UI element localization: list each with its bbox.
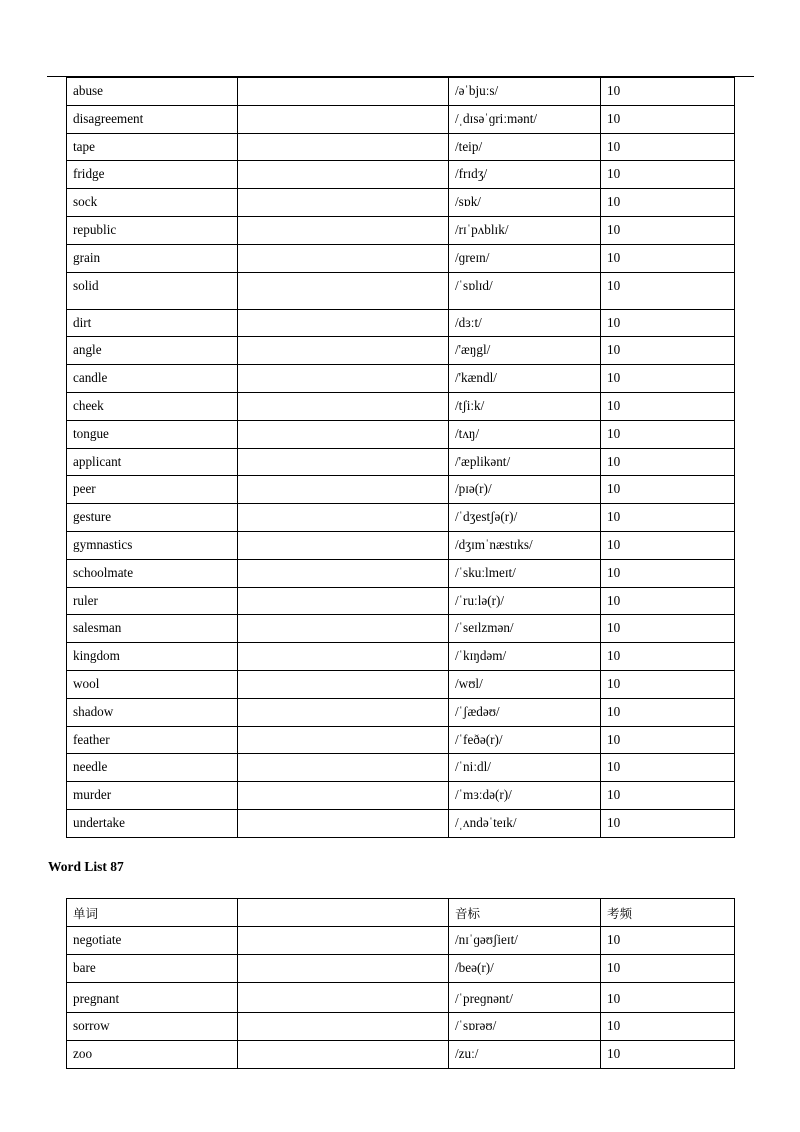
freq-cell: 10 bbox=[601, 448, 735, 476]
ipa-cell: /zuː/ bbox=[449, 1041, 601, 1069]
word-cell: sorrow bbox=[67, 1013, 238, 1041]
word-cell: disagreement bbox=[67, 105, 238, 133]
ipa-cell: /dʒɪmˈnæstɪks/ bbox=[449, 531, 601, 559]
word-cell: ruler bbox=[67, 587, 238, 615]
freq-cell: 10 bbox=[601, 337, 735, 365]
freq-cell: 10 bbox=[601, 559, 735, 587]
word-cell: abuse bbox=[67, 78, 238, 106]
ipa-cell: /ˈpreɡnənt/ bbox=[449, 983, 601, 1013]
table-row bbox=[67, 337, 735, 365]
word-cell: negotiate bbox=[67, 927, 238, 955]
word-cell: applicant bbox=[67, 448, 238, 476]
table-row bbox=[67, 189, 735, 217]
table-row bbox=[67, 955, 735, 983]
table-row bbox=[67, 133, 735, 161]
blank-cell bbox=[238, 476, 449, 504]
blank-cell bbox=[238, 782, 449, 810]
word-cell: bare bbox=[67, 955, 238, 983]
blank-cell bbox=[238, 309, 449, 337]
ipa-cell: /ˈkɪŋdəm/ bbox=[449, 643, 601, 671]
freq-cell: 10 bbox=[601, 309, 735, 337]
ipa-cell: /tʌŋ/ bbox=[449, 420, 601, 448]
blank-cell bbox=[238, 161, 449, 189]
table-row bbox=[67, 782, 735, 810]
word-cell: gymnastics bbox=[67, 531, 238, 559]
word-cell: fridge bbox=[67, 161, 238, 189]
word-cell: gesture bbox=[67, 504, 238, 532]
ipa-cell: /ˌdɪsəˈɡriːmənt/ bbox=[449, 105, 601, 133]
blank-cell bbox=[238, 272, 449, 309]
blank-cell bbox=[238, 244, 449, 272]
word-cell: salesman bbox=[67, 615, 238, 643]
ipa-cell: /ɡreɪn/ bbox=[449, 244, 601, 272]
header-freq: 考频 bbox=[601, 899, 735, 927]
blank-cell bbox=[238, 365, 449, 393]
freq-cell: 10 bbox=[601, 1041, 735, 1069]
word-cell: schoolmate bbox=[67, 559, 238, 587]
word-cell: pregnant bbox=[67, 983, 238, 1013]
blank-cell bbox=[238, 754, 449, 782]
freq-cell: 10 bbox=[601, 216, 735, 244]
word-cell: peer bbox=[67, 476, 238, 504]
word-cell: wool bbox=[67, 670, 238, 698]
table-row bbox=[67, 726, 735, 754]
table-row bbox=[67, 476, 735, 504]
table-row bbox=[67, 420, 735, 448]
blank-cell bbox=[238, 420, 449, 448]
freq-cell: 10 bbox=[601, 420, 735, 448]
ipa-cell: /ˈʃædəʊ/ bbox=[449, 698, 601, 726]
blank-cell bbox=[238, 337, 449, 365]
table-row bbox=[67, 365, 735, 393]
freq-cell: 10 bbox=[601, 189, 735, 217]
ipa-cell: /sɒk/ bbox=[449, 189, 601, 217]
table-row bbox=[67, 615, 735, 643]
freq-cell: 10 bbox=[601, 531, 735, 559]
table-row bbox=[67, 392, 735, 420]
ipa-cell: /ˈniːdl/ bbox=[449, 754, 601, 782]
freq-cell: 10 bbox=[601, 1013, 735, 1041]
table-row bbox=[67, 927, 735, 955]
freq-cell: 10 bbox=[601, 698, 735, 726]
header-word: 单词 bbox=[67, 899, 238, 927]
word-cell: murder bbox=[67, 782, 238, 810]
blank-cell bbox=[238, 726, 449, 754]
table-row bbox=[67, 78, 735, 106]
ipa-cell: /beə(r)/ bbox=[449, 955, 601, 983]
table-row bbox=[67, 809, 735, 837]
ipa-cell: /ˈsɒlɪd/ bbox=[449, 272, 601, 309]
freq-cell: 10 bbox=[601, 392, 735, 420]
word-cell: tongue bbox=[67, 420, 238, 448]
word-cell: undertake bbox=[67, 809, 238, 837]
ipa-cell: /'æplikənt/ bbox=[449, 448, 601, 476]
table-row bbox=[67, 309, 735, 337]
table-row bbox=[67, 272, 735, 309]
table-header-row bbox=[67, 899, 735, 927]
section-title: Word List 87 bbox=[48, 859, 124, 874]
table-row bbox=[67, 587, 735, 615]
ipa-cell: /'kændl/ bbox=[449, 365, 601, 393]
ipa-cell: /ˈsɒrəʊ/ bbox=[449, 1013, 601, 1041]
freq-cell: 10 bbox=[601, 161, 735, 189]
freq-cell: 10 bbox=[601, 983, 735, 1013]
table-row bbox=[67, 105, 735, 133]
table-row bbox=[67, 161, 735, 189]
ipa-cell: /ˈskuːlmeɪt/ bbox=[449, 559, 601, 587]
blank-cell bbox=[238, 615, 449, 643]
blank-cell bbox=[238, 504, 449, 532]
word-cell: kingdom bbox=[67, 643, 238, 671]
ipa-cell: /ˈruːlə(r)/ bbox=[449, 587, 601, 615]
blank-cell bbox=[238, 105, 449, 133]
freq-cell: 10 bbox=[601, 927, 735, 955]
blank-cell bbox=[238, 983, 449, 1013]
freq-cell: 10 bbox=[601, 133, 735, 161]
freq-cell: 10 bbox=[601, 754, 735, 782]
word-cell: zoo bbox=[67, 1041, 238, 1069]
table-row bbox=[67, 698, 735, 726]
word-table-list-87 bbox=[66, 898, 735, 1069]
word-cell: candle bbox=[67, 365, 238, 393]
freq-cell: 10 bbox=[601, 615, 735, 643]
table-row bbox=[67, 1041, 735, 1069]
blank-cell bbox=[238, 643, 449, 671]
blank-cell bbox=[238, 133, 449, 161]
ipa-cell: /rɪˈpʌblɪk/ bbox=[449, 216, 601, 244]
header-blank bbox=[238, 899, 449, 927]
blank-cell bbox=[238, 955, 449, 983]
blank-cell bbox=[238, 927, 449, 955]
ipa-cell: /ˈseɪlzmən/ bbox=[449, 615, 601, 643]
ipa-cell: /'æŋgl/ bbox=[449, 337, 601, 365]
freq-cell: 10 bbox=[601, 587, 735, 615]
ipa-cell: /wʊl/ bbox=[449, 670, 601, 698]
word-cell: shadow bbox=[67, 698, 238, 726]
blank-cell bbox=[238, 670, 449, 698]
ipa-cell: /pɪə(r)/ bbox=[449, 476, 601, 504]
table-row bbox=[67, 1013, 735, 1041]
freq-cell: 10 bbox=[601, 726, 735, 754]
word-cell: solid bbox=[67, 272, 238, 309]
blank-cell bbox=[238, 559, 449, 587]
ipa-cell: /ˌʌndəˈteɪk/ bbox=[449, 809, 601, 837]
freq-cell: 10 bbox=[601, 782, 735, 810]
blank-cell bbox=[238, 809, 449, 837]
ipa-cell: /ˈfeðə(r)/ bbox=[449, 726, 601, 754]
freq-cell: 10 bbox=[601, 670, 735, 698]
blank-cell bbox=[238, 392, 449, 420]
ipa-cell: /ˈmɜːdə(r)/ bbox=[449, 782, 601, 810]
blank-cell bbox=[238, 448, 449, 476]
ipa-cell: /dɜːt/ bbox=[449, 309, 601, 337]
word-cell: republic bbox=[67, 216, 238, 244]
ipa-cell: /ˈdʒestʃə(r)/ bbox=[449, 504, 601, 532]
word-cell: tape bbox=[67, 133, 238, 161]
freq-cell: 10 bbox=[601, 955, 735, 983]
word-cell: angle bbox=[67, 337, 238, 365]
blank-cell bbox=[238, 1013, 449, 1041]
word-cell: feather bbox=[67, 726, 238, 754]
table-row bbox=[67, 983, 735, 1013]
table-row bbox=[67, 244, 735, 272]
freq-cell: 10 bbox=[601, 244, 735, 272]
table-row bbox=[67, 448, 735, 476]
blank-cell bbox=[238, 587, 449, 615]
table-row bbox=[67, 559, 735, 587]
blank-cell bbox=[238, 189, 449, 217]
ipa-cell: /frɪdʒ/ bbox=[449, 161, 601, 189]
blank-cell bbox=[238, 1041, 449, 1069]
freq-cell: 10 bbox=[601, 809, 735, 837]
blank-cell bbox=[238, 78, 449, 106]
table-row bbox=[67, 531, 735, 559]
freq-cell: 10 bbox=[601, 476, 735, 504]
freq-cell: 10 bbox=[601, 365, 735, 393]
word-table-continued bbox=[66, 77, 735, 838]
table-row bbox=[67, 643, 735, 671]
word-cell: sock bbox=[67, 189, 238, 217]
freq-cell: 10 bbox=[601, 105, 735, 133]
header-ipa: 音标 bbox=[449, 899, 601, 927]
word-cell: grain bbox=[67, 244, 238, 272]
freq-cell: 10 bbox=[601, 78, 735, 106]
blank-cell bbox=[238, 216, 449, 244]
freq-cell: 10 bbox=[601, 504, 735, 532]
ipa-cell: /nɪˈɡəʊʃieɪt/ bbox=[449, 927, 601, 955]
blank-cell bbox=[238, 531, 449, 559]
freq-cell: 10 bbox=[601, 643, 735, 671]
freq-cell: 10 bbox=[601, 272, 735, 309]
blank-cell bbox=[238, 698, 449, 726]
ipa-cell: /əˈbjuːs/ bbox=[449, 78, 601, 106]
word-cell: needle bbox=[67, 754, 238, 782]
table-row bbox=[67, 670, 735, 698]
table-row bbox=[67, 504, 735, 532]
ipa-cell: /teip/ bbox=[449, 133, 601, 161]
table-row bbox=[67, 216, 735, 244]
table-row bbox=[67, 754, 735, 782]
word-cell: cheek bbox=[67, 392, 238, 420]
ipa-cell: /tʃiːk/ bbox=[449, 392, 601, 420]
word-cell: dirt bbox=[67, 309, 238, 337]
